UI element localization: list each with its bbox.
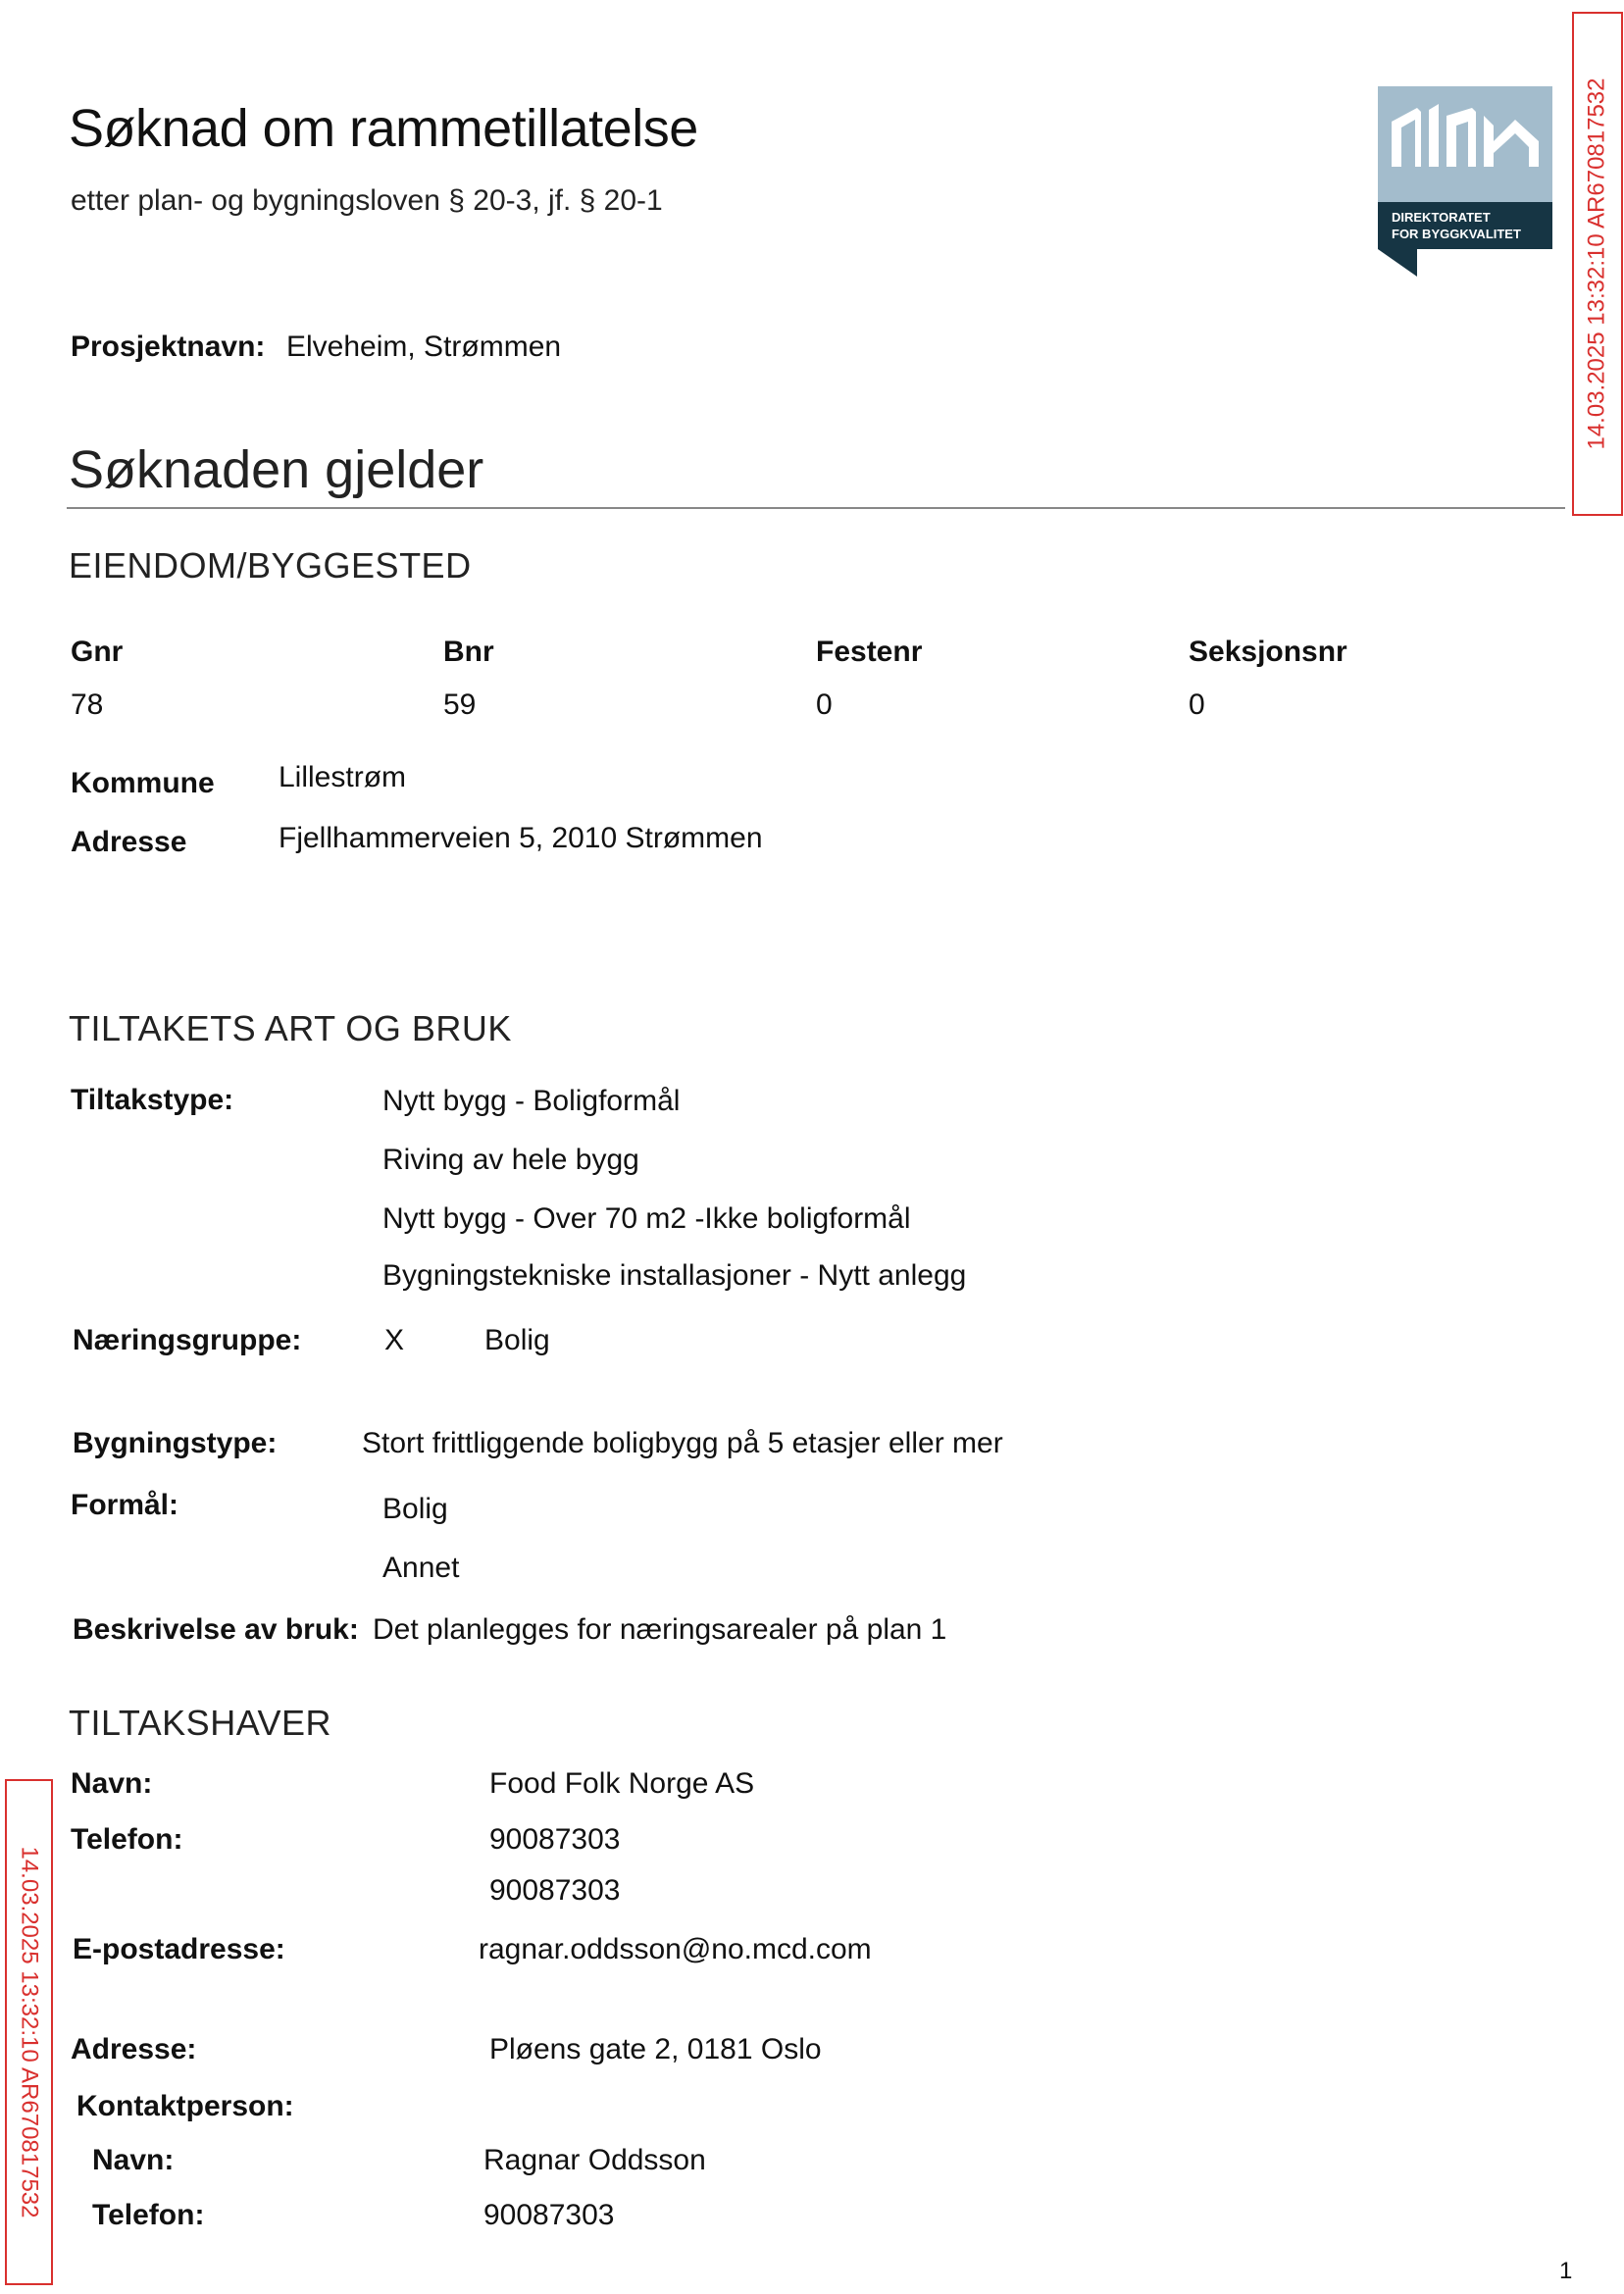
bygningstype-value: Stort frittliggende boligbygg på 5 etasjer eller mer	[362, 1427, 1003, 1459]
tiltak-heading: TILTAKETS ART OG BRUK	[69, 1008, 512, 1048]
formal-item: Annet	[382, 1552, 460, 1584]
section-divider	[67, 507, 1565, 509]
tiltakstype-label: Tiltakstype:	[71, 1084, 234, 1116]
naeringsgruppe-label: Næringsgruppe:	[73, 1324, 302, 1356]
section-title: Søknaden gjelder	[69, 440, 484, 499]
dibk-logo	[1378, 86, 1552, 277]
stamp-text-right: 14.03.2025 13:32:10 AR670817532	[1584, 77, 1610, 450]
page-number: 1	[1559, 2258, 1573, 2284]
seksjonsnr-value: 0	[1189, 688, 1205, 721]
tiltakshaver-telefon-value: 90087303	[489, 1823, 621, 1856]
seksjonsnr-label: Seksjonsnr	[1189, 636, 1347, 668]
tiltakstype-item: Bygningstekniske installasjoner - Nytt anlegg	[382, 1259, 967, 1292]
tiltakshaver-navn-value: Food Folk Norge AS	[489, 1767, 755, 1800]
adresse-value: Fjellhammerveien 5, 2010 Strømmen	[279, 822, 763, 854]
beskrivelse-label: Beskrivelse av bruk:	[73, 1613, 359, 1646]
adresse-label: Adresse	[71, 826, 187, 858]
kontakt-navn-label: Navn:	[92, 2144, 175, 2176]
page-subtitle: etter plan- og bygningsloven § 20-3, jf. § 20-1	[71, 184, 663, 217]
gnr-value: 78	[71, 688, 104, 721]
kontakt-telefon-label: Telefon:	[92, 2199, 205, 2231]
naeringsgruppe-value: Bolig	[484, 1324, 550, 1356]
formal-label: Formål:	[71, 1489, 179, 1521]
kontakt-navn-value: Ragnar Oddsson	[483, 2144, 706, 2176]
epost-label: E-postadresse:	[73, 1933, 285, 1965]
page-title: Søknad om rammetillatelse	[69, 99, 698, 158]
tiltakshaver-telefon-value: 90087303	[489, 1874, 621, 1907]
tiltakshaver-adresse-value: Pløens gate 2, 0181 Oslo	[489, 2033, 822, 2065]
festenr-label: Festenr	[816, 636, 923, 668]
tiltakshaver-adresse-label: Adresse:	[71, 2033, 197, 2065]
timestamp-stamp-left	[5, 1779, 53, 2285]
project-label: Prosjektnavn:	[71, 331, 266, 363]
epost-value: ragnar.oddsson@no.mcd.com	[479, 1933, 872, 1965]
festenr-value: 0	[816, 688, 833, 721]
tiltakshaver-heading: TILTAKSHAVER	[69, 1703, 332, 1743]
beskrivelse-value: Det planlegges for næringsarealer på plan 1	[373, 1613, 947, 1646]
bnr-label: Bnr	[443, 636, 494, 668]
naeringsgruppe-code: X	[384, 1324, 405, 1356]
tiltakstype-item: Riving av hele bygg	[382, 1144, 639, 1176]
stamp-text-left: 14.03.2025 13:32:10 AR670817532	[16, 1846, 43, 2218]
tiltakshaver-navn-label: Navn:	[71, 1767, 153, 1800]
tiltakstype-item: Nytt bygg - Over 70 m2 -Ikke boligformål	[382, 1202, 911, 1235]
gnr-label: Gnr	[71, 636, 124, 668]
bnr-value: 59	[443, 688, 477, 721]
timestamp-stamp-right	[1572, 12, 1623, 516]
logo-text-line1: DIREKTORATET	[1392, 210, 1491, 225]
kommune-label: Kommune	[71, 767, 215, 799]
project-value: Elveheim, Strømmen	[286, 331, 562, 363]
eiendom-heading: EIENDOM/BYGGESTED	[69, 545, 472, 586]
kommune-value: Lillestrøm	[279, 761, 407, 793]
kontaktperson-label: Kontaktperson:	[76, 2090, 294, 2122]
bygningstype-label: Bygningstype:	[73, 1427, 278, 1459]
kontakt-telefon-value: 90087303	[483, 2199, 615, 2231]
tiltakshaver-telefon-label: Telefon:	[71, 1823, 183, 1856]
tiltakstype-item: Nytt bygg - Boligformål	[382, 1085, 681, 1117]
formal-item: Bolig	[382, 1493, 448, 1525]
logo-text-line2: FOR BYGGKVALITET	[1392, 227, 1521, 241]
